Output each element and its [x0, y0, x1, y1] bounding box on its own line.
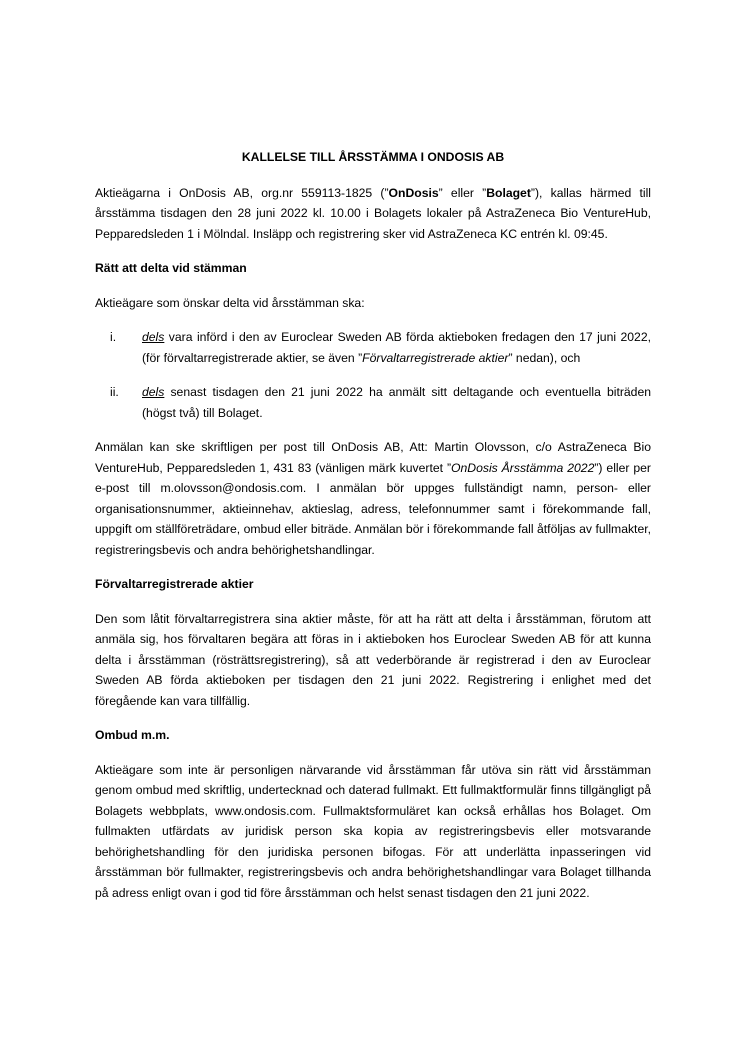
intro-paragraph [95, 183, 651, 245]
section1-lead: Aktieägare som önskar delta vid årsstämman ska: [95, 295, 365, 310]
list-item-text [142, 382, 651, 423]
intro-text: Aktieägarna i OnDosis AB, org.nr 559113-1825 (” [95, 185, 389, 200]
registration-paragraph [95, 437, 651, 560]
registration-italic: OnDosis Årsstämma 2022 [451, 460, 595, 475]
section-heading-ratt-att-delta: Rätt att delta vid stämman [95, 261, 247, 275]
list-item [95, 382, 651, 423]
document-title: KALLELSE TILL ÅRSSTÄMMA I ONDOSIS AB [241, 150, 505, 164]
list-numeral: i. [110, 330, 117, 344]
intro-bold-bolaget: Bolaget [486, 185, 531, 200]
registration-text: ”) eller per e-post till m.olovsson@ondosis.com. I anmälan bör uppges fullständigt namn, person- eller organisationsnummer, aktieinnehav, aktieslag, adress, telefonnummer samt i förekommande fall, uppgift om ställföreträdare, ombud eller biträde. Anmälan bör i förekommande fall åtföljas av fullmakter, registreringsbevis och andra behörighetshandlingar. [95, 460, 651, 557]
intro-bold-ondosis: OnDosis [388, 185, 439, 200]
emphasis-dels: dels [142, 385, 165, 399]
document-page [95, 147, 651, 917]
requirements-list [95, 327, 651, 423]
list-numeral: ii. [110, 385, 119, 399]
list-item-text-part: ” nedan), och [508, 350, 581, 365]
list-item-italic: Förvaltarregistrerade aktier [362, 350, 509, 365]
section-heading-ombud: Ombud m.m. [95, 728, 170, 742]
emphasis-dels: dels [142, 330, 165, 344]
list-item-text [142, 327, 651, 368]
intro-text: ”), kallas härmed till årsstämma tisdagen den 28 juni 2022 kl. 10.00 i Bolagets lokaler på AstraZeneca Bio VentureHub, Pepparedsleden 1 i Mölndal. Insläpp och registrering sker vid AstraZeneca KC entrén kl. 09:45. [95, 185, 651, 241]
section2-body: Den som låtit förvaltarregistrera sina aktier måste, för att ha rätt att delta i årsstämman, förutom att anmäla sig, hos förvaltaren begära att föras in i aktieboken hos Euroclear Sweden AB för att kunna delta i årsstämman (rösträttsregistrering), så att vederbörande är registrerad i den av Euroclear Sweden AB förda aktieboken per tisdagen den 21 juni 2022. Registrering i enlighet med det föregående kan vara tillfällig. [95, 611, 651, 708]
section3-body: Aktieägare som inte är personligen närvarande vid årsstämman får utöva sin rätt vid årsstämman genom ombud med skriftlig, undertecknad och daterad fullmakt. Ett fullmaktformulär finns tillgängligt på Bolagets webbplats, www.ondosis.com. Fullmaktsformuläret kan också erhållas hos Bolaget. Om fullmakten utfärdats av juridisk person ska kopia av registreringsbevis eller motsvarande behörighetshandling för den juridiska personen bifogas. För att underlätta inpasseringen vid årsstämman bör fullmakter, registreringsbevis och andra behörighetshandlingar vara Bolaget tillhanda på adress enligt ovan i god tid före årsstämman och helst senast tisdagen den 21 juni 2022. [95, 762, 651, 900]
list-item [95, 327, 651, 368]
section-heading-forvaltarregistrerade: Förvaltarregistrerade aktier [95, 577, 254, 591]
list-item-text-part: senast tisdagen den 21 juni 2022 ha anmält sitt deltagande och eventuella biträden (högst två) till Bolaget. [142, 385, 651, 420]
list-item-text-part: vara införd i den av Euroclear Sweden AB förda aktieboken fredagen den 17 juni 2022, (för förvaltarregistrerade aktier, se även ” [142, 330, 651, 365]
intro-text: ” eller ” [438, 185, 487, 200]
registration-text: Anmälan kan ske skriftligen per post till OnDosis AB, Att: Martin Olovsson, c/o AstraZeneca Bio VentureHub, Pepparedsleden 1, 431 83 (vänligen märk kuvertet ” [95, 440, 651, 475]
